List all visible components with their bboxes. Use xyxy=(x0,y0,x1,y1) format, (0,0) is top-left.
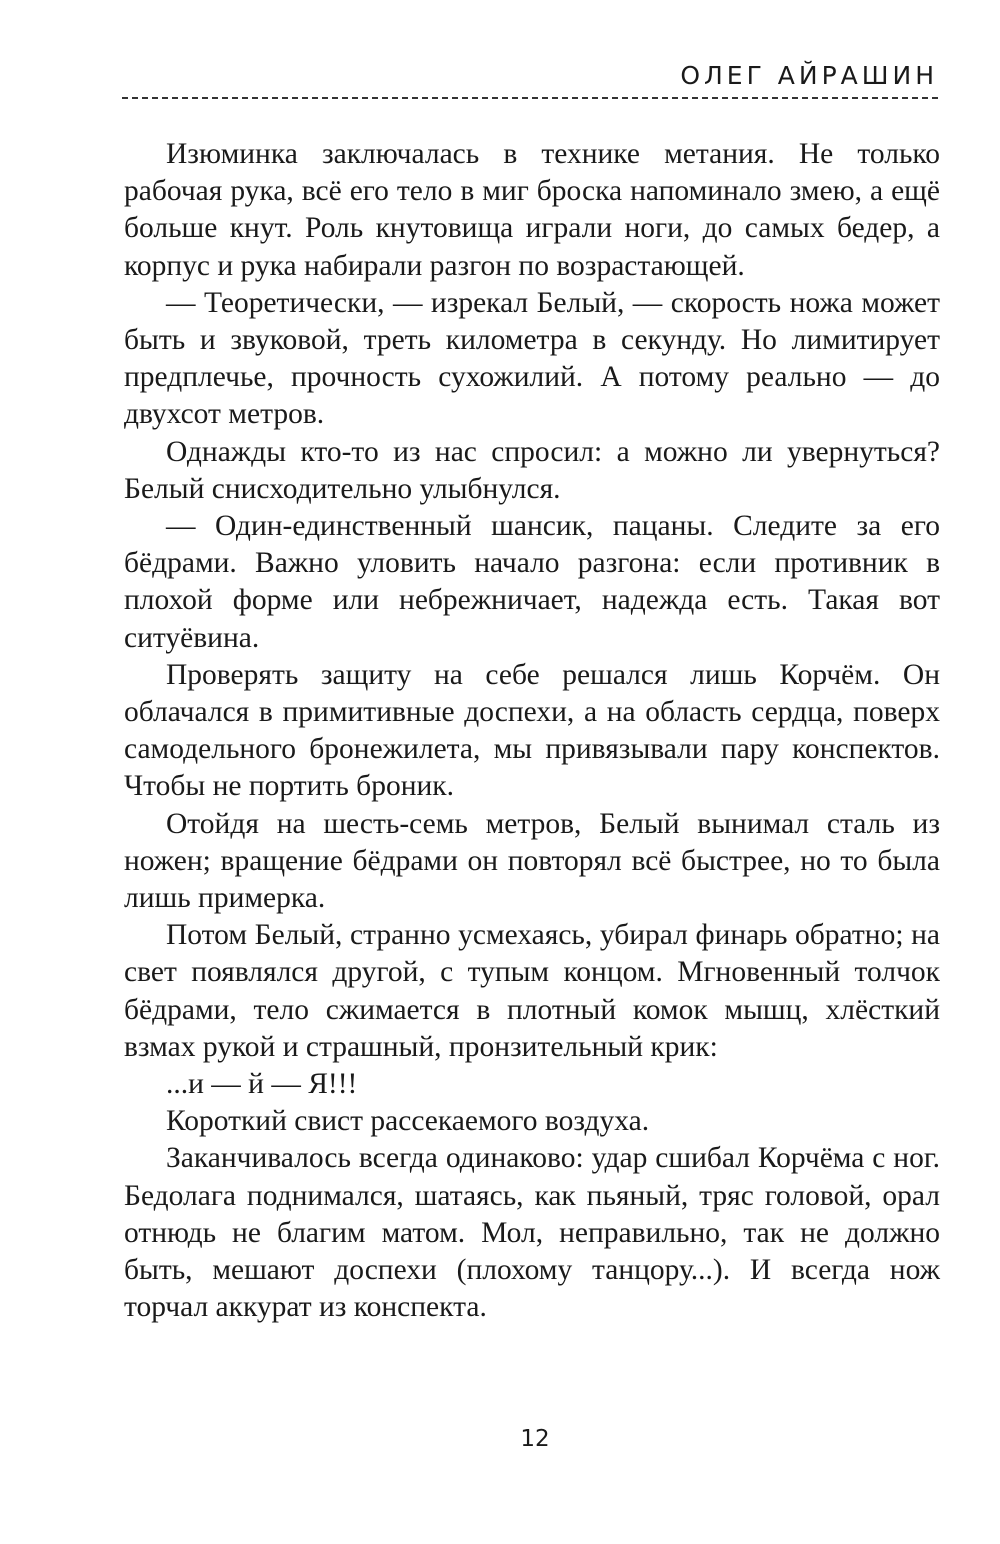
author-name: ОЛЕГ АЙРАШИН xyxy=(680,61,938,90)
paragraph: Потом Белый, странно усмехаясь, убирал финарь обратно; на свет появлялся другой, с тупым концом. Мгновенный толчок бёдрами, тело сжимается в плотный комок мышц, хлёсткий взмах рукой и страшный, пронзительный крик: xyxy=(124,919,940,1063)
paragraph: Отойдя на шесть-семь метров, Белый вынимал сталь из ножен; вращение бёдрами он повторял всё быстрее, но то была лишь примерка. xyxy=(124,807,940,915)
paragraph: Заканчивалось всегда одинаково: удар сшибал Корчёма с ног. Бедолага поднимался, шатаясь, как пьяный, тряс головой, орал отнюдь не благим матом. Мол, неправильно, так не должно быть, мешают доспехи (плохому танцору...). И всегда нож торчал аккурат из конспекта. xyxy=(124,1142,940,1324)
paragraph: Изюминка заключалась в технике метания. Не только рабочая рука, всё его тело в миг броска напоминало змею, а ещё больше кнут. Роль кнутовища играли ноги, до самых бедер, а корпус и рука набирали разгон по возрастающей. xyxy=(124,138,940,282)
body-text xyxy=(124,136,940,1327)
paragraph: ...и — й — Я!!! xyxy=(166,1068,358,1101)
paragraph: Проверять защиту на себе решался лишь Корчём. Он облачался в примитивные доспехи, а на область сердца, поверх самодельного бронежилета, мы привязывали пару конспектов. Чтобы не портить броник. xyxy=(124,658,940,803)
header-dashed-rule xyxy=(122,97,938,99)
paragraph: Однажды кто-то из нас спросил: а можно ли увернуться? Белый снисходительно улыбнулся. xyxy=(124,435,940,505)
paragraph: — Один-единственный шансик, пацаны. Следите за его бёдрами. Важно уловить начало разгона: если противник в плохой форме или небрежничает, надежда есть. Такая вот ситуёвина. xyxy=(124,510,940,654)
page-number: 12 xyxy=(520,1426,550,1452)
paragraph: Короткий свист рассекаемого воздуха. xyxy=(166,1105,650,1138)
running-header xyxy=(122,60,938,104)
paragraph: — Теоретически, — изрекал Белый, — скорость ножа может быть и звуковой, треть километра в секунду. Но лимитирует предплечье, прочность сухожилий. А потому реально — до двухсот метров. xyxy=(124,286,940,431)
